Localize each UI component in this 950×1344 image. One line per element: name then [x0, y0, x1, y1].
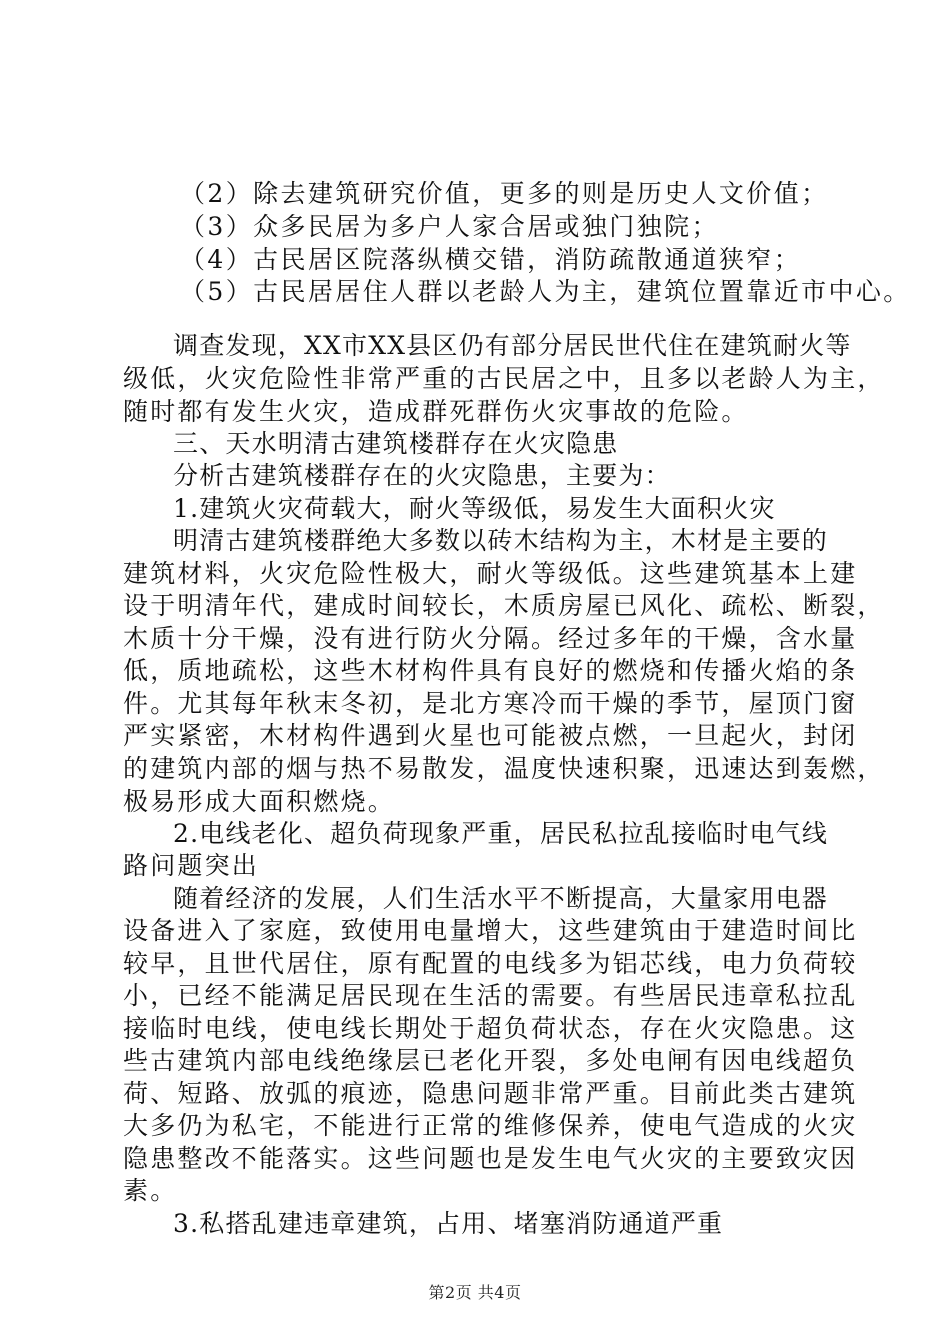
- paragraph-line: 些古建筑内部电线绝缘层已老化开裂，多处电闸有因电线超负: [123, 1046, 858, 1075]
- list-item: （2）除去建筑研究价值，更多的则是历史人文价值；: [180, 179, 829, 208]
- item-heading: 1.建筑火灾荷载大，耐火等级低，易发生大面积火灾: [173, 494, 776, 523]
- paragraph-line: 接临时电线，使电线长期处于超负荷状态，存在火灾隐患。这: [123, 1014, 858, 1043]
- paragraph-line: 设备进入了家庭，致使用电量增大，这些建筑由于建造时间比: [123, 916, 858, 945]
- paragraph-line: 极易形成大面积燃烧。: [123, 787, 396, 816]
- paragraph-line: 的建筑内部的烟与热不易散发，温度快速积聚，迅速达到轰燃，: [123, 754, 885, 783]
- paragraph-line: 明清古建筑楼群绝大多数以砖木结构为主，木材是主要的: [173, 526, 829, 555]
- list-item: （5）古民居居住人群以老龄人为主，建筑位置靠近市中心。: [180, 277, 911, 306]
- paragraph-line: 大多仍为私宅，不能进行正常的维修保养，使电气造成的火灾: [123, 1111, 858, 1140]
- item-heading: 路问题突出: [123, 851, 260, 880]
- paragraph-line: 级低，火灾危险性非常严重的古民居之中，且多以老龄人为主，: [123, 364, 885, 393]
- paragraph-line: 调查发现，XX市XX县区仍有部分居民世代住在建筑耐火等: [173, 331, 852, 360]
- paragraph-line: 较早，且世代居住，原有配置的电线多为铝芯线，电力负荷较: [123, 949, 858, 978]
- list-item: （4）古民居区院落纵横交错，消防疏散通道狭窄；: [180, 245, 802, 274]
- paragraph-line: 低，质地疏松，这些木材构件具有良好的燃烧和传播火焰的条: [123, 656, 858, 685]
- item-heading: 3.私搭乱建违章建筑，占用、堵塞消防通道严重: [173, 1209, 724, 1238]
- paragraph-line: 荷、短路、放弧的痕迹，隐患问题非常严重。目前此类古建筑: [123, 1079, 858, 1108]
- paragraph-line: 严实紧密，木材构件遇到火星也可能被点燃，一旦起火，封闭: [123, 721, 858, 750]
- paragraph-line: 素。: [123, 1176, 178, 1205]
- paragraph-line: 分析古建筑楼群存在的火灾隐患，主要为：: [173, 461, 671, 490]
- list-item: （3）众多民居为多户人家合居或独门独院；: [180, 212, 719, 241]
- paragraph-line: 件。尤其每年秋末冬初，是北方寒冷而干燥的季节，屋顶门窗: [123, 689, 858, 718]
- paragraph-line: 随时都有发生火灾，造成群死群伤火灾事故的危险。: [123, 397, 749, 426]
- page-footer: 第2页 共4页: [428, 1283, 522, 1302]
- paragraph-line: 小，已经不能满足居民现在生活的需要。有些居民违章私拉乱: [123, 981, 858, 1010]
- paragraph-line: 建筑材料，火灾危险性极大，耐火等级低。这些建筑基本上建: [123, 559, 858, 588]
- section-heading: 三、天水明清古建筑楼群存在火灾隐患: [173, 429, 619, 458]
- item-heading: 2.电线老化、超负荷现象严重，居民私拉乱接临时电气线: [173, 819, 829, 848]
- paragraph-line: 随着经济的发展，人们生活水平不断提高，大量家用电器: [173, 884, 829, 913]
- paragraph-line: 设于明清年代，建成时间较长，木质房屋已风化、疏松、断裂，: [123, 591, 885, 620]
- paragraph-line: 隐患整改不能落实。这些问题也是发生电气火灾的主要致灾因: [123, 1144, 858, 1173]
- paragraph-line: 木质十分干燥，没有进行防火分隔。经过多年的干燥，含水量: [123, 624, 858, 653]
